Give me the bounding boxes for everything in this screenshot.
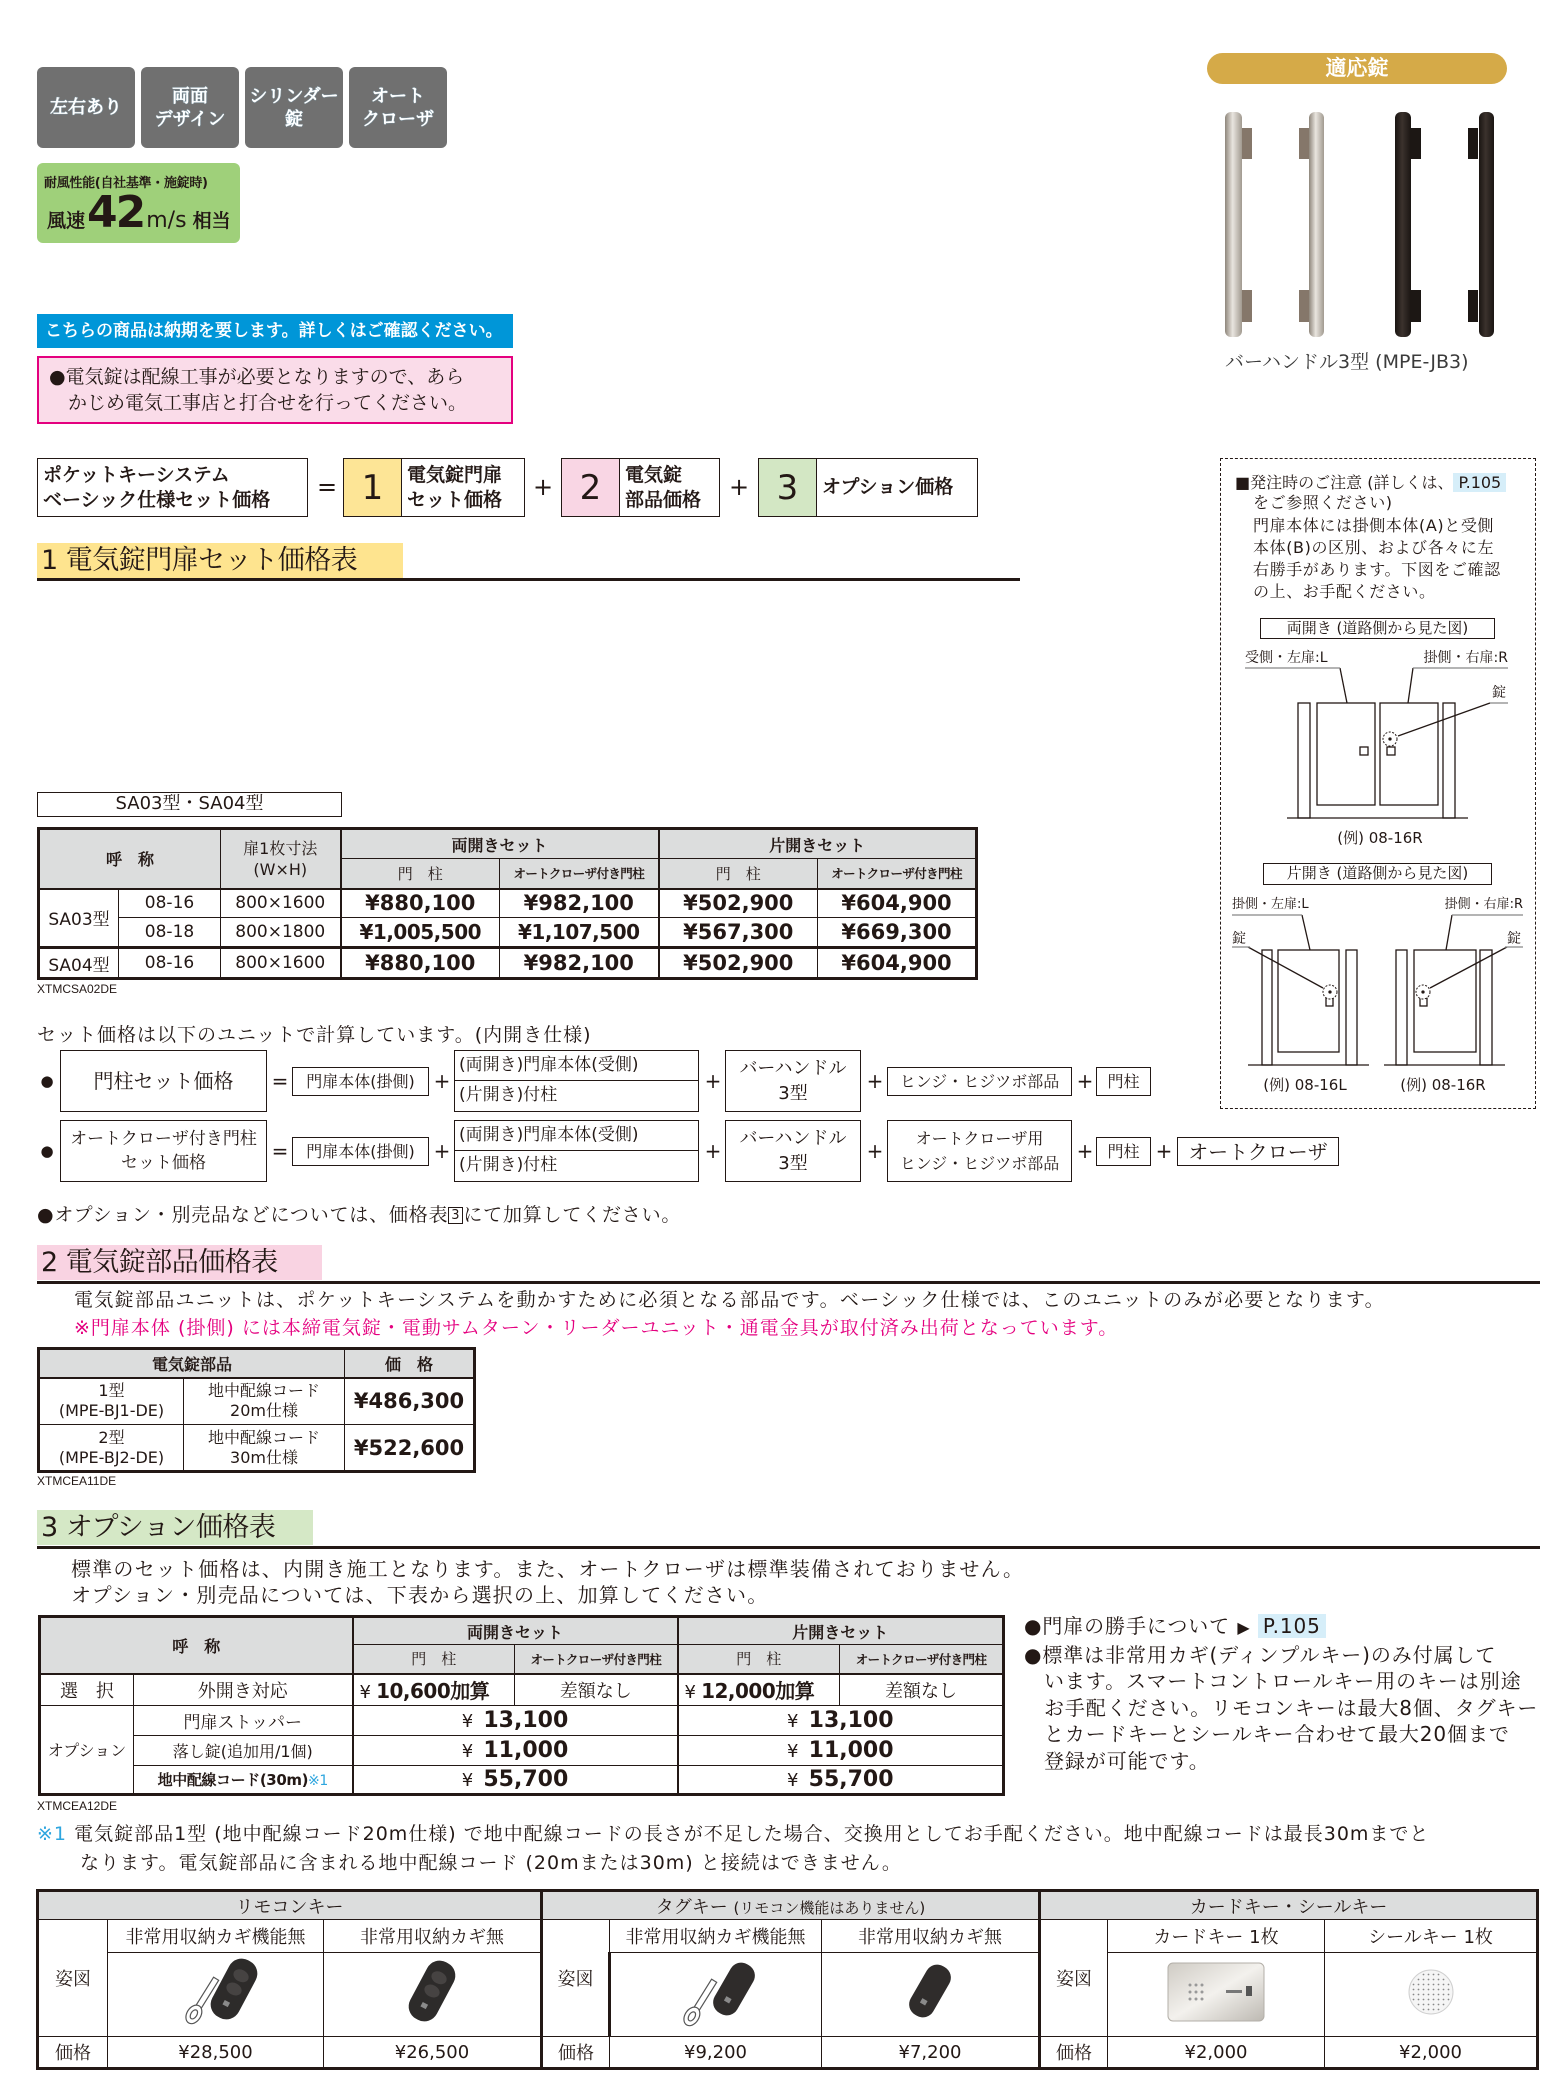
table-row	[39, 1425, 475, 1472]
unit-pair-box	[454, 1120, 699, 1182]
table-row	[39, 889, 977, 918]
unit-pair-top: (両開き)門扉本体(受側)	[455, 1051, 698, 1081]
price-cell: ¥522,600	[345, 1425, 475, 1472]
model-code: (MPE-BJ1-DE)	[58, 1401, 165, 1421]
unit-closer-hinge-parts	[887, 1120, 1072, 1182]
double-gate-diagram-title: 両開き (道路側から見た図)	[1260, 618, 1495, 639]
bullet-icon: ●	[40, 1072, 54, 1090]
bullet-icon: ●	[1024, 1614, 1043, 1638]
tag-key-with-emergency-key-icon	[656, 1953, 776, 2031]
remote-key-with-emergency-key-icon	[156, 1953, 276, 2031]
wind-speed-suffix: 相当	[192, 210, 231, 232]
order-notes-heading-text: ■発注時のご注意 (詳しくは、	[1235, 473, 1454, 492]
bullet-icon: ●	[49, 366, 66, 388]
option-note-text: ●オプション・別売品などについては、価格表	[37, 1204, 449, 1226]
feature-badge-cylinder-lock	[245, 67, 343, 148]
lead-time-notice: こちらの商品は納期を要します。詳しくはご確認ください。	[37, 314, 513, 348]
header-name: 呼 称	[40, 1617, 353, 1674]
arrow-right-icon: ▶	[1237, 1618, 1251, 1637]
wind-speed	[47, 189, 231, 246]
section3-divider	[37, 1546, 1540, 1549]
option-note-text: にて加算してください。	[463, 1204, 682, 1226]
standard-key-note-line: とカードキーとシールキー合わせて最大20個まで	[1044, 1722, 1510, 1746]
gate-hand-note-text: 門扉の勝手について	[1042, 1614, 1231, 1638]
unit-post: 門柱	[1096, 1067, 1151, 1096]
price-cell: ¥9,200	[610, 2037, 822, 2069]
remote-key-icon	[392, 1953, 472, 2031]
option-name-text: 地中配線コード(30m)	[157, 1771, 309, 1789]
price-label: 価格	[542, 2037, 610, 2069]
yen-sign: ¥	[787, 1770, 799, 1791]
image-cell	[822, 1953, 1040, 2037]
spec-cell	[184, 1378, 345, 1425]
formula-item-lock-parts	[561, 458, 720, 517]
footnote	[37, 1820, 1429, 1878]
feature-badge-auto-closer	[349, 67, 447, 148]
header-closer-post: オートクローザ付き門柱	[818, 859, 977, 889]
yen-sign: ¥	[461, 1741, 474, 1762]
unit-gate-body: 門扉本体(掛側)	[292, 1067, 429, 1096]
wind-speed-prefix: 風速	[47, 210, 86, 232]
price-value: 12,000加算	[701, 1679, 815, 1704]
tag-key-icon	[890, 1953, 970, 2031]
feature-badge-line1: シリンダー	[249, 85, 339, 107]
group-header-card-seal-key: カードキー・シールキー	[1040, 1891, 1538, 1920]
model-name: 1型	[98, 1381, 125, 1401]
equals-sign: =	[316, 473, 338, 501]
formula-total-line1: ポケットキーシステム	[43, 463, 230, 486]
table-code: XTMCEA12DE	[37, 1799, 118, 1813]
page-reference: P.105	[1258, 1614, 1326, 1638]
size-cell: 800×1600	[221, 889, 341, 918]
model-group-label: SA03型・SA04型	[37, 792, 342, 817]
item-name: 非常用収納カギ機能無	[108, 1920, 324, 1953]
price-cell: ¥7,200	[822, 2037, 1040, 2069]
plus-sign: +	[1076, 1139, 1094, 1163]
footnote-reference: ※1	[308, 1773, 328, 1789]
header-door-size-unit: (W×H)	[253, 859, 308, 879]
spec-line1: 地中配線コード	[208, 1427, 321, 1447]
option-side-notes	[1024, 1613, 1538, 1774]
price-cell	[353, 1736, 678, 1766]
feature-badge-line1: 左右あり	[50, 97, 122, 118]
yen-sign: ¥	[461, 1770, 474, 1791]
silver-bar-handle-icon	[1225, 112, 1324, 337]
header-closer-post: オートクローザ付き門柱	[500, 859, 659, 889]
formula-item-number: 2	[562, 459, 620, 516]
feature-badge-line1: オート	[371, 85, 425, 107]
gate-hand-diagram	[1220, 458, 1536, 1110]
equals-sign: =	[271, 1139, 289, 1163]
price-cell	[678, 1766, 1004, 1795]
seal-key-icon	[1406, 1967, 1456, 2017]
price-label: 価格	[38, 2037, 108, 2069]
item-name: カードキー 1枚	[1108, 1920, 1325, 1953]
plus-sign: +	[866, 1139, 884, 1163]
unit-hinge-line2: ヒンジ・ヒジツボ部品	[899, 1154, 1060, 1173]
double-gate-left-label: 受側・左扉:L	[1245, 650, 1328, 666]
price-value: 55,700	[808, 1767, 894, 1792]
unit-result-line1: 門柱セット価格	[93, 1069, 234, 1093]
card-key-icon	[1166, 1961, 1266, 2023]
price-cell: ¥1,107,500	[500, 918, 659, 948]
wiring-warning-text: 電気錠は配線工事が必要となりますので、あら	[65, 366, 465, 388]
order-notes-line: 本体(B)の区別、および各々に左	[1253, 538, 1495, 557]
code-cell: 08-16	[119, 889, 221, 918]
table-row	[40, 1736, 1004, 1766]
double-gate-right-label: 掛側・右扉:R	[1423, 650, 1508, 666]
image-cell	[108, 1953, 324, 2037]
formula-item-label	[817, 459, 977, 516]
price-cell: ¥880,100	[341, 889, 500, 918]
footnote-line2: なります。電気錠部品に含まれる地中配線コード (20mまたは30m) と接続はできません。	[80, 1852, 902, 1874]
option-note-table-ref: 3	[448, 1207, 463, 1224]
plus-sign: +	[1076, 1069, 1094, 1093]
price-value: 13,100	[483, 1708, 569, 1733]
model-cell	[39, 1378, 184, 1425]
wiring-warning-line1	[49, 364, 511, 390]
key-price-table	[36, 1889, 1539, 2070]
group-header-remote-key: リモコンキー	[38, 1891, 542, 1920]
formula-item-label	[402, 459, 524, 516]
order-notes-line: 門扉本体には掛側本体(A)と受側	[1253, 516, 1495, 535]
price-cell: ¥567,300	[659, 918, 818, 948]
table-row	[39, 918, 977, 948]
option-price-table	[38, 1615, 1005, 1796]
single-gate-diagram-title: 片開き (道路側から見た図)	[1263, 863, 1492, 885]
header-post: 門 柱	[678, 1645, 840, 1674]
plus-sign: +	[433, 1139, 451, 1163]
price-cell: 差額なし	[515, 1674, 678, 1706]
plus-sign: +	[532, 473, 554, 501]
price-cell: ¥2,000	[1108, 2037, 1325, 2069]
select-label: 選 択	[40, 1674, 134, 1706]
door-set-price-table	[37, 827, 978, 980]
model-cell: SA04型	[39, 948, 119, 979]
unit-pair-top: (両開き)門扉本体(受側)	[455, 1121, 698, 1151]
header-door-size-label: 扉1枚寸法	[243, 838, 318, 858]
unit-handle-line1: バーハンドル	[739, 1128, 847, 1149]
formula-item-line2: セット価格	[407, 488, 503, 511]
table-code: XTMCSA02DE	[37, 982, 118, 996]
image-cell	[1108, 1953, 1325, 2037]
feature-badge-line2: デザイン	[154, 108, 226, 130]
price-cell: ¥486,300	[345, 1378, 475, 1425]
price-value: 11,000	[483, 1738, 569, 1763]
section2-divider	[37, 1281, 1540, 1284]
page-reference: P.105	[1453, 473, 1506, 492]
group-subtitle: (リモコン機能はありません)	[733, 1898, 926, 1917]
formula-item-line1: 電気錠門扉	[407, 463, 503, 486]
gate-hand-note	[1024, 1613, 1538, 1642]
unit-result-post-set	[60, 1050, 267, 1112]
footnote-line1	[37, 1820, 1429, 1849]
section3-description-line1: 標準のセット価格は、内開き施工となります。また、オートクローザは標準装備されておりません。	[71, 1557, 1025, 1581]
price-cell	[353, 1766, 678, 1795]
option-name	[134, 1766, 353, 1795]
unit-post: 門柱	[1096, 1137, 1151, 1166]
price-value: 13,100	[808, 1708, 894, 1733]
picture-label: 姿図	[542, 1920, 610, 2037]
model-cell: SA03型	[39, 889, 119, 948]
option-name: 外開き対応	[134, 1674, 353, 1706]
header-closer-post: オートクローザ付き門柱	[840, 1645, 1004, 1674]
image-cell	[324, 1953, 542, 2037]
price-cell: ¥982,100	[500, 948, 659, 979]
price-cell: ¥669,300	[818, 918, 977, 948]
plus-sign: +	[704, 1139, 722, 1163]
item-name: シールキー 1枚	[1325, 1920, 1538, 1953]
section2-note: ※門扉本体 (掛側) には本締電気錠・電動サムターン・リーダーユニット・通電金具が取付済み出荷となっています。	[74, 1317, 1119, 1339]
plus-sign: +	[866, 1069, 884, 1093]
formula-item-line1: 電気錠	[625, 463, 683, 486]
table-code: XTMCEA11DE	[37, 1474, 117, 1488]
image-cell	[1325, 1953, 1538, 2037]
unit-pair-bottom: (片開き)付柱	[459, 1154, 558, 1175]
header-single-set: 片開きセット	[678, 1617, 1004, 1645]
standard-key-note-line: 登録が可能です。	[1044, 1748, 1210, 1773]
price-cell: ¥2,000	[1325, 2037, 1538, 2069]
spec-line2: 30m仕様	[230, 1447, 298, 1467]
price-cell: ¥1,005,500	[341, 918, 500, 948]
model-code: (MPE-BJ2-DE)	[58, 1447, 165, 1467]
price-cell	[678, 1736, 1004, 1766]
section2-heading: 2 電気錠部品価格表	[37, 1245, 322, 1280]
single-gate-left-example: (例) 08-16L	[1263, 1076, 1347, 1094]
double-gate-example: (例) 08-16R	[1337, 829, 1423, 847]
header-post: 門 柱	[659, 859, 818, 889]
price-cell	[353, 1706, 678, 1736]
picture-label: 姿図	[38, 1920, 108, 2037]
footnote-mark: ※1	[37, 1823, 68, 1845]
picture-label: 姿図	[1040, 1920, 1108, 2037]
option-name: 落し錠(追加用/1個)	[134, 1736, 353, 1766]
unit-auto-closer: オートクローザ	[1177, 1137, 1339, 1166]
feature-badge-line1: 両面	[172, 85, 208, 107]
yen-sign: ¥	[787, 1741, 799, 1762]
unit-handle-line2: 3型	[778, 1153, 808, 1174]
option-note	[37, 1200, 681, 1227]
price-cell	[353, 1674, 515, 1706]
unit-result-line1: オートクローザ付き門柱	[70, 1129, 257, 1149]
bullet-icon: ●	[40, 1142, 54, 1160]
unit-result-closer-post-set	[60, 1120, 267, 1182]
bar-handle-product-image	[1210, 105, 1510, 345]
order-notes-line: 右勝手があります。下図をご確認	[1253, 560, 1501, 579]
bar-handle-caption: バーハンドル3型 (MPE-JB3)	[1225, 351, 1469, 373]
header-closer-post: オートクローザ付き門柱	[515, 1645, 678, 1674]
code-cell: 08-18	[119, 918, 221, 948]
single-gate-left-diagram-icon	[1232, 915, 1369, 1065]
section3-description-line2: オプション・別売品については、下表から選択の上、加算してください。	[71, 1583, 769, 1607]
footnote-text: 電気錠部品1型 (地中配線コード20m仕様) で地中配線コードの長さが不足した場合、交換用としてお手配ください。地中配線コードは最長30mまでと	[74, 1823, 1430, 1845]
size-cell: 800×1800	[221, 918, 341, 948]
yen-sign: ¥	[787, 1711, 799, 1732]
price-cell: ¥28,500	[108, 2037, 324, 2069]
header-double-set: 両開きセット	[341, 829, 659, 859]
model-name: 2型	[98, 1427, 125, 1447]
standard-key-note-line: 標準は非常用カギ(ディンプルキー)のみ付属して	[1042, 1642, 1497, 1667]
section2-description: 電気錠部品ユニットは、ポケットキーシステムを動かすために必須となる部品です。ベーシック仕様では、このユニットのみが必要となります。	[74, 1289, 1385, 1311]
option-label: オプション	[40, 1706, 134, 1795]
item-name: 非常用収納カギ機能無	[610, 1920, 822, 1953]
order-notes-line: をご参照ください)	[1253, 493, 1393, 512]
formula-item-line2: 部品価格	[625, 488, 702, 511]
single-gate-right-diagram-icon	[1384, 915, 1523, 1065]
plus-sign: +	[1155, 1139, 1173, 1163]
table-row	[40, 1766, 1004, 1795]
price-cell	[678, 1706, 1004, 1736]
standard-key-note	[1024, 1642, 1538, 1669]
table-row	[40, 1706, 1004, 1736]
formula-item-line1: オプション価格	[822, 476, 954, 498]
standard-key-note-line: います。スマートコントロールキー用のキーは別途	[1044, 1669, 1522, 1693]
table-row	[39, 1378, 475, 1425]
unit-pair-bottom: (片開き)付柱	[459, 1084, 558, 1105]
wind-resistance-label: 耐風性能(自社基準・施錠時)	[44, 176, 208, 191]
spec-cell	[184, 1425, 345, 1472]
feature-badge-line2: クローザ	[362, 108, 434, 130]
price-cell: ¥604,900	[818, 948, 977, 979]
yen-sign: ¥	[359, 1682, 371, 1704]
formula-total-label	[38, 459, 307, 516]
price-cell: ¥982,100	[500, 889, 659, 918]
lock-parts-price-table	[37, 1347, 476, 1473]
price-value: 11,000	[808, 1738, 894, 1763]
feature-badge-left-right	[37, 67, 135, 148]
header-post: 門 柱	[341, 859, 500, 889]
group-title: タグキー	[655, 1896, 728, 1918]
single-gate-right-lock-label: 錠	[1507, 931, 1521, 947]
section1-divider	[37, 578, 1020, 581]
formula-item-door-set	[343, 458, 525, 517]
formula-item-options	[758, 458, 978, 517]
single-gate-left-label: 掛側・左扉:L	[1232, 897, 1309, 912]
table-row	[39, 948, 977, 979]
order-notes-line: の上、お手配ください。	[1253, 582, 1436, 601]
unit-bar-handle	[725, 1050, 861, 1112]
header-price: 価 格	[345, 1349, 475, 1378]
option-name: 門扉ストッパー	[134, 1706, 353, 1736]
price-cell: ¥604,900	[818, 889, 977, 918]
header-door-size	[221, 829, 341, 889]
item-name: 非常用収納カギ無	[324, 1920, 542, 1953]
size-cell: 800×1600	[221, 948, 341, 979]
formula-total-box	[37, 458, 308, 517]
table-row	[40, 1674, 1004, 1706]
header-post: 門 柱	[353, 1645, 515, 1674]
unit-result-line2: セット価格	[121, 1153, 206, 1173]
feature-badge-double-sided	[141, 67, 239, 148]
dark-bar-handle-icon	[1395, 112, 1494, 337]
section1-heading: 1 電気錠門扉セット価格表	[37, 543, 403, 578]
section3-heading: 3 オプション価格表	[37, 1510, 313, 1545]
unit-breakdown-intro: セット価格は以下のユニットで計算しています。(内開き仕様)	[37, 1024, 592, 1046]
wind-resistance-badge	[37, 163, 240, 243]
spec-line1: 地中配線コード	[208, 1381, 321, 1401]
item-name: 非常用収納カギ無	[822, 1920, 1040, 1953]
single-gate-right-label: 掛側・右扉:R	[1444, 897, 1523, 912]
wiring-warning-box	[37, 356, 513, 424]
single-gate-right-example: (例) 08-16R	[1400, 1076, 1486, 1094]
price-label: 価格	[1040, 2037, 1108, 2069]
plus-sign: +	[433, 1069, 451, 1093]
wind-speed-unit: m/s	[146, 208, 187, 233]
yen-sign: ¥	[461, 1711, 474, 1732]
unit-pair-box	[454, 1050, 699, 1112]
price-cell: ¥880,100	[341, 948, 500, 979]
image-cell	[610, 1953, 822, 2037]
price-value: 55,700	[483, 1767, 569, 1792]
header-single-set: 片開きセット	[659, 829, 977, 859]
price-cell: 差額なし	[840, 1674, 1004, 1706]
single-gate-left-lock-label: 錠	[1232, 931, 1246, 947]
feature-badge-line2: 錠	[285, 108, 303, 130]
plus-sign: +	[704, 1069, 722, 1093]
price-cell: ¥502,900	[659, 948, 818, 979]
double-gate-diagram-icon	[1245, 668, 1508, 818]
spec-line2: 20m仕様	[230, 1401, 298, 1421]
formula-total-line2: ベーシック仕様セット価格	[43, 488, 271, 511]
header-lock-parts: 電気錠部品	[39, 1349, 345, 1378]
unit-handle-line2: 3型	[778, 1083, 808, 1104]
wiring-warning-line2: かじめ電気工事店と打合せを行ってください。	[68, 392, 468, 414]
price-cell	[678, 1674, 840, 1706]
plus-sign: +	[728, 473, 750, 501]
wind-speed-value: 42	[87, 187, 145, 238]
compatible-lock-title: 適応錠	[1207, 53, 1507, 84]
formula-item-label	[620, 459, 719, 516]
price-cell: ¥26,500	[324, 2037, 542, 2069]
unit-bar-handle	[725, 1120, 861, 1182]
standard-key-note-line: お手配ください。リモコンキーは最大8個、タグキー	[1044, 1695, 1539, 1720]
unit-hinge-parts: ヒンジ・ヒジツボ部品	[887, 1067, 1072, 1096]
formula-item-number: 1	[344, 459, 402, 516]
double-gate-lock-label: 錠	[1492, 685, 1506, 701]
price-value: 10,600加算	[376, 1679, 490, 1704]
equals-sign: =	[271, 1069, 289, 1093]
group-header-tag-key	[542, 1891, 1040, 1920]
bullet-icon: ●	[1024, 1642, 1043, 1667]
unit-gate-body: 門扉本体(掛側)	[292, 1137, 429, 1166]
header-name: 呼 称	[39, 829, 221, 889]
unit-hinge-line1: オートクローザ用	[915, 1129, 1044, 1148]
header-double-set: 両開きセット	[353, 1617, 678, 1645]
yen-sign: ¥	[684, 1682, 696, 1704]
formula-item-number: 3	[759, 459, 817, 516]
code-cell: 08-16	[119, 948, 221, 979]
model-cell	[39, 1425, 184, 1472]
unit-handle-line1: バーハンドル	[739, 1058, 847, 1079]
price-cell: ¥502,900	[659, 889, 818, 918]
